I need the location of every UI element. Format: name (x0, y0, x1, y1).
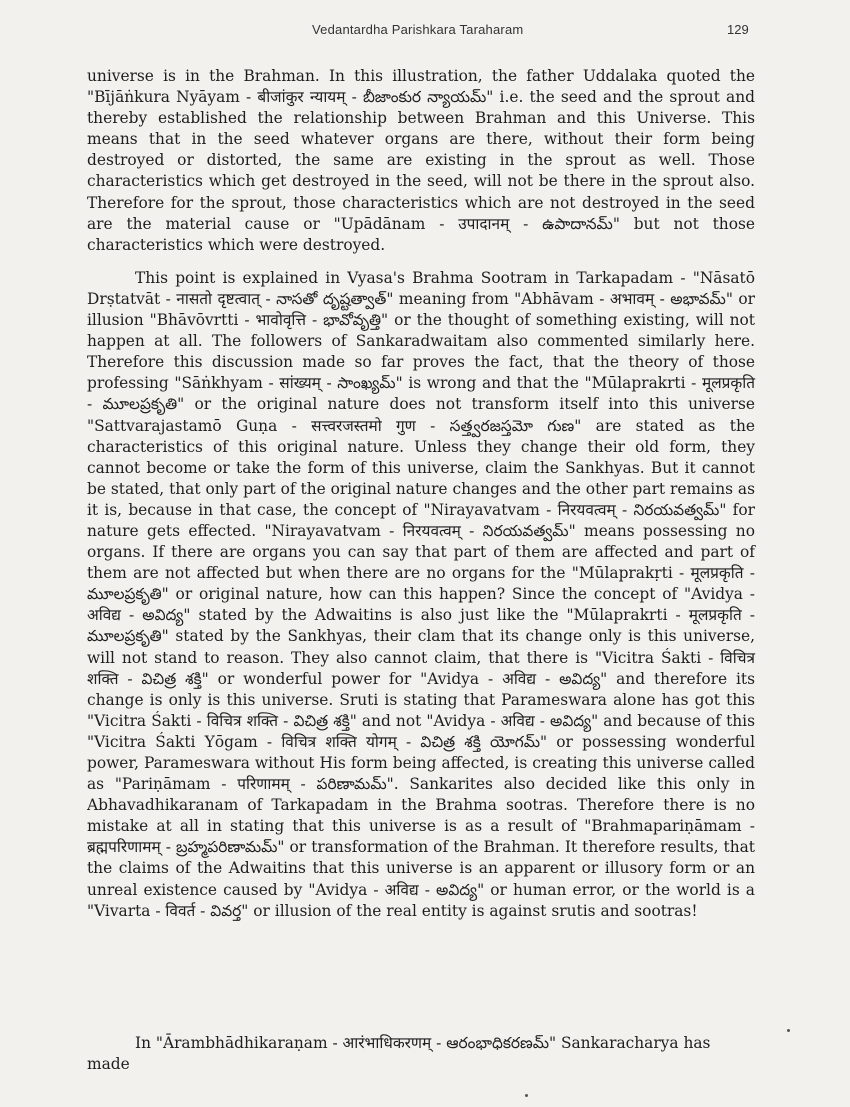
paragraph-2: This point is explained in Vyasa's Brahma Sootram in Tarkapadam - "Nāsatō Drṣtatvāt - नासतो दृष्टत्वात् - నాసతో దృష్టత్వాత్" meaning from "Abhāvam - अभावम् - అభావమ్" or illusion "Bhāvōvrtti - भावोवृत्ति - భావోవృత్తి" or the thought of something existing, will not happen at all. The followers of Sankaradwaitam also commented similarly here. Therefore this discussion made so far proves the fact, that the theory of those professing "Sāṅkhyam - सांख्यम् - సాంఖ్యమ్" is wrong and that the "Mūlaprakrti - मूलप्रकृति - మూలప్రకృతి" or the original nature does not transform itself into this universe "Sattvarajastamō Guṇa - सत्त्वरजस्तमो गुण - సత్త్వరజస్తమో గుణ" are stated as the characteristics of this original nature. Unless they change their old form, they cannot become or take the form of this universe, claim the Sankhyas. But it cannot be stated, that only part of the original nature changes and the other part remains as it is, because in that case, the concept of "Nirayavatvam - निरयवत्वम् - నిరయవత్వమ్" for nature gets effected. "Nirayavatvam - निरयवत्वम् - నిరయవత్వమ్" means possessing no organs. If there are organs you can say that part of them are affected and part of them are not affected but when there are no organs for the "Mūlaprakṛti - मूलप्रकृति - మూలప్రకృతి" or original nature, how can this happen? Since the concept of "Avidya - अविद्य - అవిద్య" stated by the Adwaitins is also just like the "Mūlaprakrti - मूलप्रकृति - మూలప్రకృతి" stated by the Sankhyas, their clam that its change only is this universe, will not stand to reason. They also cannot claim, that there is "Vicitra Śakti - विचित्र शक्ति - విచిత్ర శక్తి" or wonderful power for "Avidya - अविद्य - అవిద్య" and therefore its change is only is this universe. Sruti is stating that Parameswara alone has got this "Vicitra Śakti - विचित्र शक्ति - విచిత్ర శక్తి" and not "Avidya - अविद्य - అవిద్య" and because of this "Vicitra Śakti Yōgam - विचित्र शक्ति योगम् - విచిత్ర శక్తి యోగమ్" or possessing wonderful power, Parameswara without His form being affected, is creating this universe called as "Pariṇāmam - परिणामम् - పరిణామమ్". Sankarites also decided like this only in Abhavadhikaranam of Tarkapadam in the Brahma sootras. Therefore there is no mistake at all in stating that this universe is as a result of "Brahmapariṇāmam - ब्रह्मपरिणामम् - బ్రహ్మపరిణామమ్" or transformation of the Brahman. It therefore results, that the claims of the Adwaitins that this universe is an apparent or illusory form or an unreal existence caused by "Avidya - अविद्य - అవిద్య" or human error, or the world is a "Vivarta - विवर्त - వివర్త" or illusion of the real entity is against srutis and sootras! (87, 268, 755, 920)
paragraph-1: universe is in the Brahman. In this illustration, the father Uddalaka quoted the "Bījāṅkura Nyāyam - बीजांकुर न्यायम् - బీజాంకుర న్యాయమ్" i.e. the seed and the sprout and thereby established the relationship between Brahman and this Universe. This means that in the seed whatever organs are there, without their form being destroyed or distorted, the same are existing in the sprout as well. Those characteristics which get destroyed in the seed, will not be there in the sprout also. Therefore for the sprout, those characteristics which are not destroyed in the seed are the material cause or "Upādānam - उपादानम् - ఉపాదానమ్" but not those characteristics which were destroyed. (87, 67, 755, 254)
page-number: 129 (727, 22, 749, 37)
scan-speck (525, 1094, 528, 1097)
body-text (87, 66, 755, 922)
scan-speck (787, 1029, 790, 1032)
running-title: Vedantardha Parishkara Taraharam (312, 22, 524, 37)
page-header (0, 22, 850, 42)
paragraph-3: In "Ārambhādhikaraṇam - आरंभाधिकरणम् - ఆరంభాధికరణమ్" Sankaracharya has made (87, 1034, 711, 1073)
